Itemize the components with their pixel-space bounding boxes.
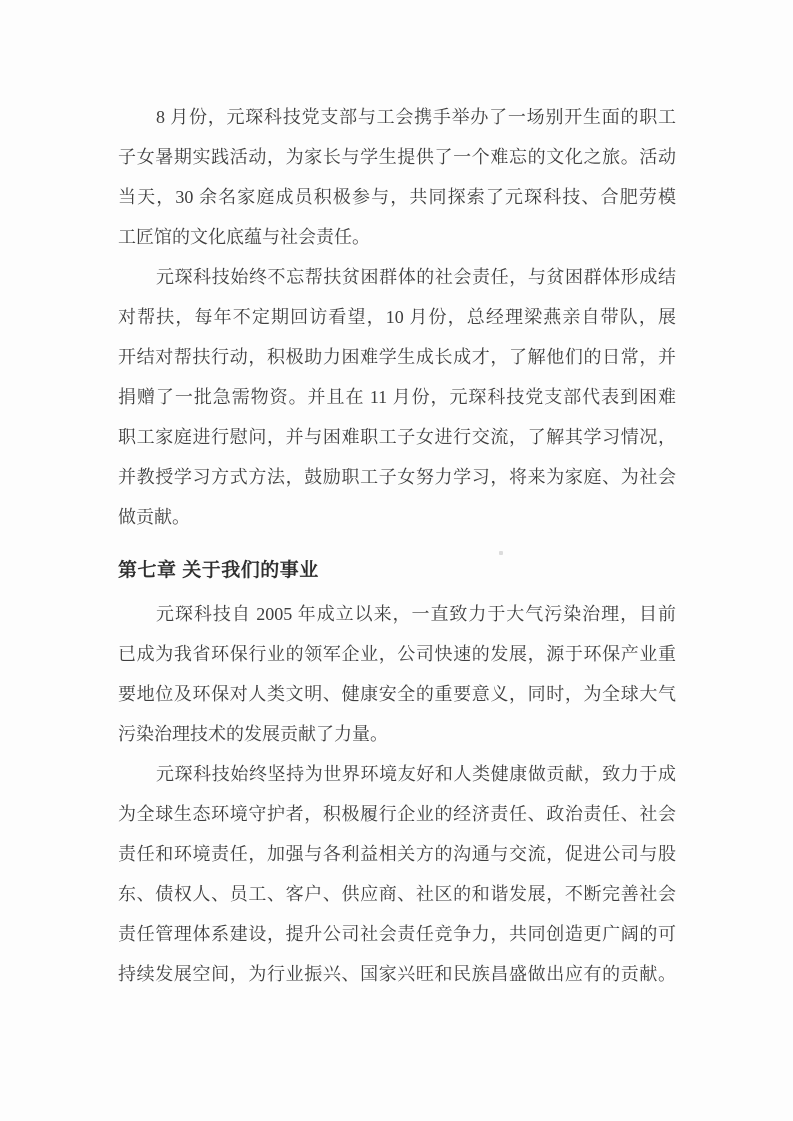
text-line: 为全球生态环境守护者，积极履行企业的经济责任、政治责任、社会 bbox=[118, 804, 676, 824]
text-line: 8 月份，元琛科技党支部与工会携手举办了一场别开生面的职工 bbox=[156, 107, 676, 127]
text-line: 职工家庭进行慰问，并与困难职工子女进行交流，了解其学习情况， bbox=[118, 427, 676, 447]
text-line: 东、债权人、员工、客户、供应商、社区的和谐发展，不断完善社会 bbox=[118, 884, 676, 904]
text-line: 持续发展空间，为行业振兴、国家兴旺和民族昌盛做出应有的贡献。 bbox=[118, 964, 676, 984]
paragraph bbox=[118, 594, 676, 754]
chapter-heading: 第七章 关于我们的事业 bbox=[118, 560, 319, 581]
scan-artifact-speck bbox=[499, 551, 503, 555]
text-line: 做贡献。 bbox=[118, 507, 190, 527]
paragraph bbox=[118, 754, 676, 994]
text-line: 开结对帮扶行动，积极助力困难学生成长成才，了解他们的日常，并 bbox=[118, 347, 676, 367]
text-line: 责任和环境责任，加强与各利益相关方的沟通与交流，促进公司与股 bbox=[118, 844, 676, 864]
text-line: 要地位及环保对人类文明、健康安全的重要意义，同时，为全球大气 bbox=[118, 684, 676, 704]
text-line: 污染治理技术的发展贡献了力量。 bbox=[118, 724, 388, 744]
paragraph bbox=[118, 97, 676, 257]
text-line: 并教授学习方式方法，鼓励职工子女努力学习，将来为家庭、为社会 bbox=[118, 467, 676, 487]
text-line: 捐赠了一批急需物资。并且在 11 月份，元琛科技党支部代表到困难 bbox=[118, 387, 676, 407]
text-line: 责任管理体系建设，提升公司社会责任竞争力，共同创造更广阔的可 bbox=[118, 924, 676, 944]
text-line: 子女暑期实践活动，为家长与学生提供了一个难忘的文化之旅。活动 bbox=[118, 147, 676, 167]
text-line: 对帮扶，每年不定期回访看望，10 月份，总经理梁燕亲自带队，展 bbox=[118, 307, 676, 327]
text-line: 元琛科技始终不忘帮扶贫困群体的社会责任，与贫困群体形成结 bbox=[156, 267, 676, 287]
text-line: 元琛科技自 2005 年成立以来，一直致力于大气污染治理，目前 bbox=[156, 604, 676, 624]
text-line: 已成为我省环保行业的领军企业，公司快速的发展，源于环保产业重 bbox=[118, 644, 676, 664]
document-content bbox=[118, 97, 676, 994]
text-line: 当天，30 余名家庭成员积极参与，共同探索了元琛科技、合肥劳模 bbox=[118, 187, 676, 207]
paragraph bbox=[118, 257, 676, 537]
text-line: 工匠馆的文化底蕴与社会责任。 bbox=[118, 227, 370, 247]
text-line: 元琛科技始终坚持为世界环境友好和人类健康做贡献，致力于成 bbox=[156, 764, 676, 784]
